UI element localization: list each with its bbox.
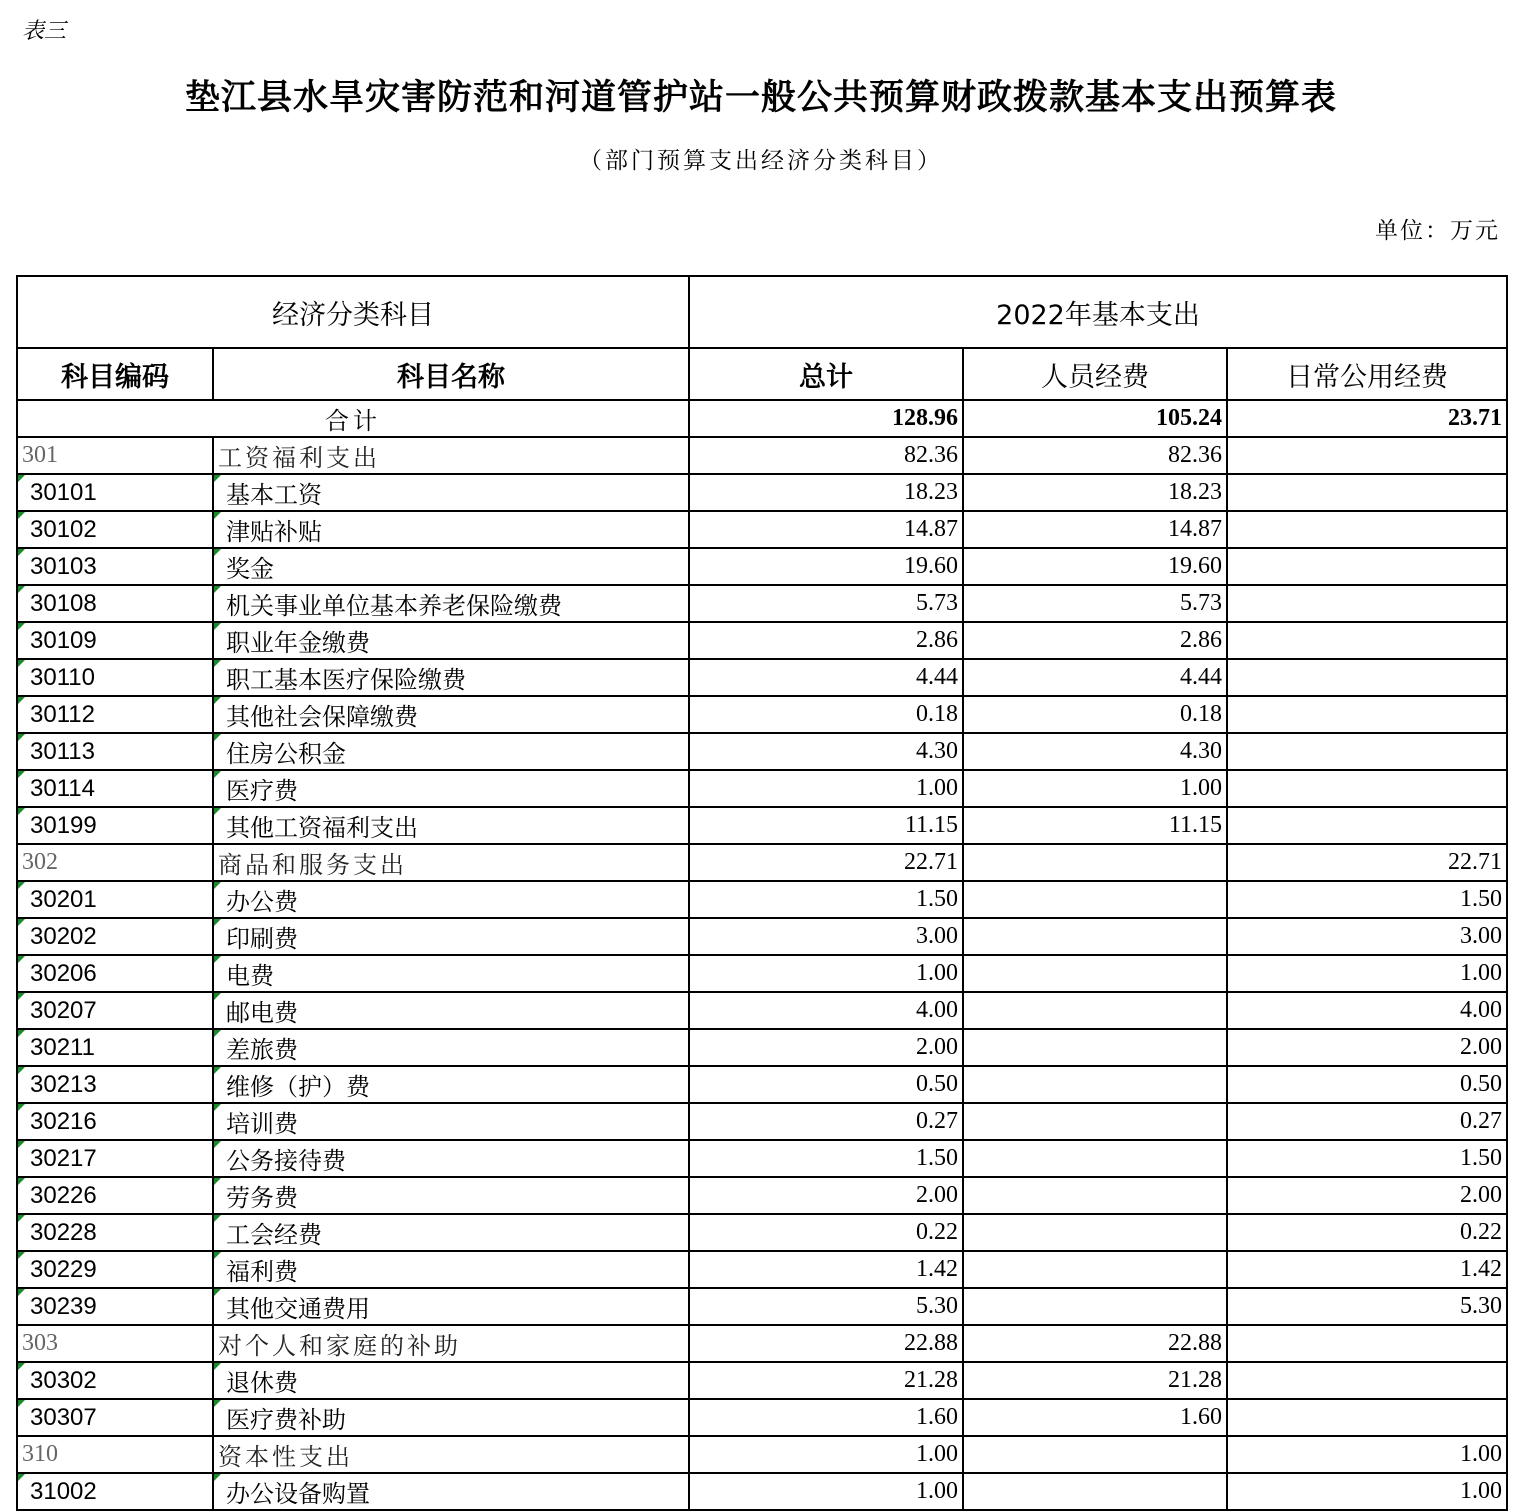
row-code: 30239 (17, 1288, 213, 1325)
row-name: 住房公积金 (213, 733, 689, 770)
row-total: 1.42 (689, 1251, 963, 1288)
row-code: 30217 (17, 1140, 213, 1177)
table-row (17, 1066, 1507, 1103)
row-public (1227, 511, 1507, 548)
row-name: 工资福利支出 (213, 437, 689, 474)
row-public: 1.50 (1227, 881, 1507, 918)
row-total: 14.87 (689, 511, 963, 548)
table-row (17, 659, 1507, 696)
table-row (17, 807, 1507, 844)
row-name: 工会经费 (213, 1214, 689, 1251)
row-total: 1.00 (689, 1473, 963, 1510)
row-total: 19.60 (689, 548, 963, 585)
row-personnel: 19.60 (963, 548, 1227, 585)
table-row (17, 1029, 1507, 1066)
row-name: 医疗费 (213, 770, 689, 807)
row-personnel (963, 881, 1227, 918)
row-name: 基本工资 (213, 474, 689, 511)
total-label: 合计 (17, 400, 689, 437)
row-total: 1.60 (689, 1399, 963, 1436)
row-name: 办公设备购置 (213, 1473, 689, 1510)
row-public: 1.00 (1227, 1436, 1507, 1473)
row-personnel: 11.15 (963, 807, 1227, 844)
row-code: 30101 (17, 474, 213, 511)
row-total: 1.00 (689, 1436, 963, 1473)
row-code: 30226 (17, 1177, 213, 1214)
row-name: 其他交通费用 (213, 1288, 689, 1325)
table-row (17, 1288, 1507, 1325)
row-personnel (963, 1140, 1227, 1177)
row-code: 30199 (17, 807, 213, 844)
row-public: 1.00 (1227, 1473, 1507, 1510)
row-public: 1.00 (1227, 955, 1507, 992)
row-personnel: 4.44 (963, 659, 1227, 696)
row-name: 津贴补贴 (213, 511, 689, 548)
row-code: 30216 (17, 1103, 213, 1140)
budget-table (16, 275, 1508, 1511)
table-row (17, 1399, 1507, 1436)
row-personnel (963, 1214, 1227, 1251)
category-row (17, 1325, 1507, 1362)
row-code: 302 (17, 844, 213, 881)
row-public: 0.50 (1227, 1066, 1507, 1103)
row-name: 电费 (213, 955, 689, 992)
header-row-columns (17, 348, 1507, 400)
row-public (1227, 659, 1507, 696)
row-total: 22.88 (689, 1325, 963, 1362)
row-total: 5.73 (689, 585, 963, 622)
table-row (17, 1473, 1507, 1510)
row-public (1227, 1399, 1507, 1436)
row-name: 职工基本医疗保险缴费 (213, 659, 689, 696)
table-row (17, 511, 1507, 548)
row-public: 1.42 (1227, 1251, 1507, 1288)
row-name: 办公费 (213, 881, 689, 918)
row-total: 11.15 (689, 807, 963, 844)
row-personnel: 0.18 (963, 696, 1227, 733)
row-total: 2.00 (689, 1029, 963, 1066)
row-name: 其他工资福利支出 (213, 807, 689, 844)
row-name: 维修（护）费 (213, 1066, 689, 1103)
table-row (17, 770, 1507, 807)
row-total: 82.36 (689, 437, 963, 474)
row-code: 303 (17, 1325, 213, 1362)
row-personnel: 82.36 (963, 437, 1227, 474)
row-name: 职业年金缴费 (213, 622, 689, 659)
table-row (17, 733, 1507, 770)
row-personnel (963, 1473, 1227, 1510)
row-public: 4.00 (1227, 992, 1507, 1029)
row-name: 邮电费 (213, 992, 689, 1029)
table-row (17, 474, 1507, 511)
row-personnel: 1.00 (963, 770, 1227, 807)
total-personnel: 105.24 (963, 400, 1227, 437)
unit-label: 单位：万元 (1375, 218, 1500, 244)
table-row (17, 1177, 1507, 1214)
row-code: 30113 (17, 733, 213, 770)
row-code: 30228 (17, 1214, 213, 1251)
row-public (1227, 437, 1507, 474)
row-total: 3.00 (689, 918, 963, 955)
row-personnel (963, 955, 1227, 992)
row-total: 0.27 (689, 1103, 963, 1140)
row-total: 5.30 (689, 1288, 963, 1325)
row-code: 30206 (17, 955, 213, 992)
table-row (17, 548, 1507, 585)
header-code: 科目编码 (17, 348, 213, 400)
row-total: 2.00 (689, 1177, 963, 1214)
total-total: 128.96 (689, 400, 963, 437)
total-row (17, 400, 1507, 437)
row-personnel (963, 1288, 1227, 1325)
row-name: 机关事业单位基本养老保险缴费 (213, 585, 689, 622)
row-public (1227, 733, 1507, 770)
table-row (17, 918, 1507, 955)
row-total: 4.44 (689, 659, 963, 696)
row-name: 其他社会保障缴费 (213, 696, 689, 733)
row-code: 301 (17, 437, 213, 474)
row-total: 1.00 (689, 770, 963, 807)
row-name: 印刷费 (213, 918, 689, 955)
header-name: 科目名称 (213, 348, 689, 400)
table-row (17, 696, 1507, 733)
table-label: 表三 (22, 19, 67, 44)
row-personnel (963, 992, 1227, 1029)
row-total: 1.50 (689, 1140, 963, 1177)
row-personnel: 1.60 (963, 1399, 1227, 1436)
row-public (1227, 807, 1507, 844)
row-code: 30213 (17, 1066, 213, 1103)
table-row (17, 881, 1507, 918)
row-code: 30211 (17, 1029, 213, 1066)
row-name: 退休费 (213, 1362, 689, 1399)
row-public: 2.00 (1227, 1029, 1507, 1066)
row-personnel (963, 1029, 1227, 1066)
row-personnel: 4.30 (963, 733, 1227, 770)
table-row (17, 1251, 1507, 1288)
row-total: 4.00 (689, 992, 963, 1029)
table-row (17, 992, 1507, 1029)
header-basic-expenditure-2022: 2022年基本支出 (689, 276, 1507, 348)
row-public: 3.00 (1227, 918, 1507, 955)
row-code: 30109 (17, 622, 213, 659)
row-total: 1.50 (689, 881, 963, 918)
row-personnel: 14.87 (963, 511, 1227, 548)
row-total: 2.86 (689, 622, 963, 659)
row-public (1227, 585, 1507, 622)
table-row (17, 1140, 1507, 1177)
row-total: 4.30 (689, 733, 963, 770)
table-row (17, 1103, 1507, 1140)
row-personnel (963, 1251, 1227, 1288)
document-title: 垫江县水旱灾害防范和河道管护站一般公共预算财政拨款基本支出预算表 (184, 78, 1337, 118)
row-public (1227, 548, 1507, 585)
row-code: 30201 (17, 881, 213, 918)
row-personnel (963, 1103, 1227, 1140)
category-row (17, 437, 1507, 474)
row-personnel (963, 1436, 1227, 1473)
row-total: 22.71 (689, 844, 963, 881)
category-row (17, 844, 1507, 881)
row-name: 奖金 (213, 548, 689, 585)
row-name: 商品和服务支出 (213, 844, 689, 881)
table-row (17, 1214, 1507, 1251)
row-public: 0.22 (1227, 1214, 1507, 1251)
row-code: 30302 (17, 1362, 213, 1399)
row-name: 劳务费 (213, 1177, 689, 1214)
category-row (17, 1436, 1507, 1473)
row-total: 0.18 (689, 696, 963, 733)
row-public (1227, 696, 1507, 733)
row-personnel: 2.86 (963, 622, 1227, 659)
row-public: 2.00 (1227, 1177, 1507, 1214)
header-economic-classification: 经济分类科目 (17, 276, 689, 348)
row-name: 医疗费补助 (213, 1399, 689, 1436)
row-name: 福利费 (213, 1251, 689, 1288)
header-total: 总计 (689, 348, 963, 400)
row-total: 1.00 (689, 955, 963, 992)
row-total: 0.50 (689, 1066, 963, 1103)
row-code: 30229 (17, 1251, 213, 1288)
row-code: 30102 (17, 511, 213, 548)
row-public: 1.50 (1227, 1140, 1507, 1177)
row-total: 21.28 (689, 1362, 963, 1399)
row-code: 30202 (17, 918, 213, 955)
row-total: 18.23 (689, 474, 963, 511)
row-code: 30110 (17, 659, 213, 696)
row-personnel (963, 918, 1227, 955)
row-name: 对个人和家庭的补助 (213, 1325, 689, 1362)
row-public (1227, 1362, 1507, 1399)
row-code: 30108 (17, 585, 213, 622)
row-personnel: 18.23 (963, 474, 1227, 511)
row-name: 资本性支出 (213, 1436, 689, 1473)
row-total: 0.22 (689, 1214, 963, 1251)
row-public: 5.30 (1227, 1288, 1507, 1325)
row-personnel: 22.88 (963, 1325, 1227, 1362)
row-personnel: 5.73 (963, 585, 1227, 622)
document-subtitle: （部门预算支出经济分类科目） (579, 148, 943, 174)
row-public (1227, 474, 1507, 511)
row-public: 0.27 (1227, 1103, 1507, 1140)
table-row (17, 1362, 1507, 1399)
row-public: 22.71 (1227, 844, 1507, 881)
header-row-group (17, 276, 1507, 348)
row-code: 31002 (17, 1473, 213, 1510)
header-personnel: 人员经费 (963, 348, 1227, 400)
table-row (17, 585, 1507, 622)
table-row (17, 955, 1507, 992)
row-name: 培训费 (213, 1103, 689, 1140)
row-code: 30112 (17, 696, 213, 733)
row-personnel (963, 1066, 1227, 1103)
row-personnel (963, 1177, 1227, 1214)
total-public: 23.71 (1227, 400, 1507, 437)
header-public: 日常公用经费 (1227, 348, 1507, 400)
row-public (1227, 1325, 1507, 1362)
row-code: 30114 (17, 770, 213, 807)
table-row (17, 622, 1507, 659)
row-personnel (963, 844, 1227, 881)
row-code: 30103 (17, 548, 213, 585)
row-code: 30307 (17, 1399, 213, 1436)
row-name: 公务接待费 (213, 1140, 689, 1177)
row-code: 310 (17, 1436, 213, 1473)
row-code: 30207 (17, 992, 213, 1029)
row-public (1227, 770, 1507, 807)
row-public (1227, 622, 1507, 659)
row-personnel: 21.28 (963, 1362, 1227, 1399)
row-name: 差旅费 (213, 1029, 689, 1066)
